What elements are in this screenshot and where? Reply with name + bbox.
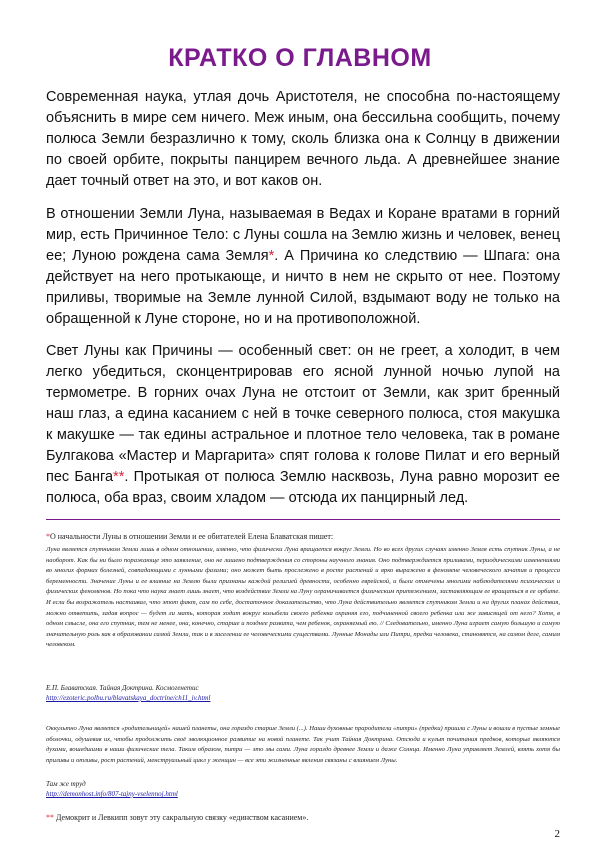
footnote-1-link-2[interactable]: http://demonhost.info/807-tajny-vselennoj.html <box>46 790 178 798</box>
footnote-1-link[interactable]: http://ezoteric.polbu.ru/blavatskaya_doctrine/ch11_iv.html <box>46 694 211 702</box>
paragraph-3-text-a: Свет Луны как Причины — особенный свет: он не греет, а холодит, в чем легко убедиться, сконцентрировав его ясной лунной ночью лупой на термометре. В горних очах Луна не отстоит от Земли, как зрит бренный наш глаз, а едина касанием с ней в точке северного полюса, стоя макушка к макушке — так едины астральное и плотное тело человека, так в романе Булгакова «Мастер и Маргарита» спят голова к голове Пилат и его верный пес Банга <box>46 343 560 485</box>
footnote-marker-2: ** <box>113 469 125 485</box>
footnote-marker-1: * <box>268 248 275 264</box>
footnote-divider <box>46 519 560 520</box>
page-number: 2 <box>554 828 560 840</box>
footnote-1-marker: * <box>46 532 50 541</box>
paragraph-1: Современная наука, утлая дочь Аристотеля, не способна по-настоящему объяснить в мире сем ничего. Меж иным, она бессильна сообщить, почему полюса Земли безразлично к тому, сколь близка она к Солнцу в движении по своей орбите, покрыты панцирем вечного льда. А древнейшее знание дает точный ответ на это, и вот каков он. <box>46 89 560 189</box>
footnote-1-source-2: Там же труд <box>46 780 86 788</box>
footnote-2-text: Демокрит и Левкипп зовут эту сакральную связку «единством касанием». <box>54 813 309 822</box>
paragraph-2-text-a: В отношении Земли Луна, называемая в Ведах и Коране вратами в горний мир, есть Причинное Тело: с Луны сошла на Землю жизнь и человек, венец ее; Луною рождена сама Земля <box>46 206 560 264</box>
footnote-1-quote: Луна является спутником Земли лишь в одном отношении, именно, что физически Луна вращается вокруг Земли. Но во всех других случаях именно Земля есть спутник Луны, а не наоборот. Как бы ни было поражающе это заявление, оно не лишено подтверждения со стороны научного знания. Оно подтверждается приливами, периодическими изменениями во многих формах болезней, совпадающими с лунными фазами; оно может быть прослежено в росте растений и ярко выражено в феномене человеческого зачатия и процесса беременности. Значение Луны и ее влияние на Землю были признаны каждой религией древности, особенно еврейской, и были отмечены многими наблюдателями психических и физических феноменов. Но пока что наука знает лишь знает, что воздействие Земли на Луну ограничивается физическим притяжением, заставляющим ее вращаться в ее орбите. И если бы возражатель настаивал, что этот факт, сам по себе, достаточное доказательство, что Луна действительно является спутником Земли и на других планах действия, можно ответить, задав вопрос — будет ли мать, которая ходит вокруг колыбели своего ребенка охраняя его, подчиненной своего ребенка или же зависящей от него? Хотя, в одном смысле, она его спутник, тем не менее, она, конечно, старше и позднее развита, чем ребенок, охраняемый ею. // Следовательно, именно Луна играет самую большую и самую значительную роль как в образовании самой Земли, так и в заселении ее человеческими существами. Лунные Монады или Питри, предки человека, становятся, на самом деле, самим человеком. <box>46 546 560 649</box>
footnote-1-heading-text: О начальности Луны в отношении Земли и ее обитателей Елена Блаватская пишет: <box>50 532 334 541</box>
footnote-1-source-block <box>46 683 560 703</box>
page-title: КРАТКО О ГЛАВНОМ <box>168 44 432 72</box>
paragraph-3-text-b: . Протыкая от полюса Землю насквозь, Луна равно морозит ее полюса, оба враз, своим хладом — отсюда их панцирный лед. <box>46 469 560 506</box>
footnote-1-quote-2: Оккультно Луна является «родительницей» нашей планеты, она гораздо старше Земли (...). Наши духовные прародители «питри» (предки) пришли с Луны и вошли в пустые земные оболочки, одушевив их, чтобы продолжить своё эволюционное развитие на новой планете. Так учит Тайная Доктрина. Отсюда и культ почитания предков, которые являются духами, вошедшими в наши физические тела. Таким образом, питри — это мы сами. Луна гораздо древнее Земли и даже Солнца. Именно Луна управляет Землей, взять хотя бы приливы и отливы, рост растений, менструальный цикл у женщин — все эти жизненные явления связаны с влиянием Луны. <box>46 725 560 764</box>
footnote-2-marker: ** <box>46 813 54 822</box>
footnote-1-heading <box>46 531 560 542</box>
paragraph-2 <box>46 204 560 330</box>
footnote-2 <box>46 812 560 823</box>
paragraph-3 <box>46 341 560 509</box>
footnote-1-source: Е.П. Блаватская. Тайная Доктрина. Космогенетис <box>46 684 199 692</box>
paragraph-2-text-b: . А Причина ко следствию — Шпага: она действует на него протыкающе, и ничто в нем не скрыто от нее. Поэтому приливы, творимые на Земле лунной Силой, вздымают воду не только на обращенной к Луне стороне, но и на противоположной. <box>46 248 560 327</box>
footnote-1-source-block-2 <box>46 779 560 799</box>
